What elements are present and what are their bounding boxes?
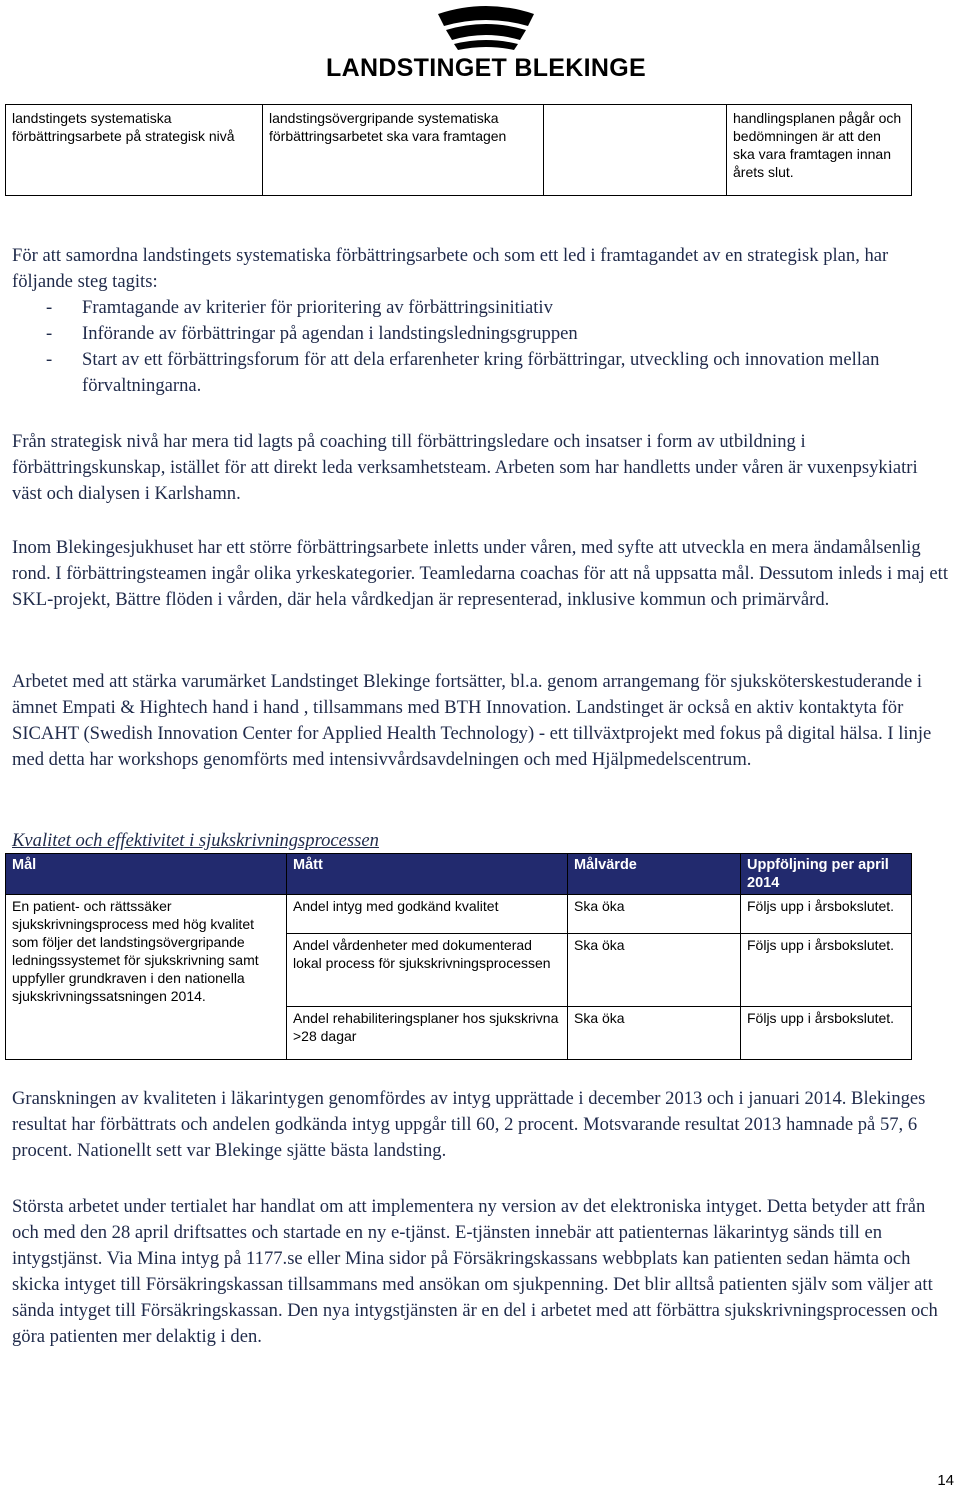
steps-list xyxy=(12,295,952,399)
step-text: Start av ett förbättringsforum för att dela erfarenheter kring förbättringar, utveckling och innovation mellan förvaltningarna. xyxy=(82,349,880,396)
section-title: Kvalitet och effektivitet i sjukskrivningsprocessen xyxy=(12,830,379,851)
header-mal: Mål xyxy=(6,854,287,895)
paragraph-granskning: Granskningen av kvaliteten i läkarintygen genomfördes av intyg upprättade i december 2013 och i januari 2014. Blekinges resultat har förbättrats och andelen godkända intyg uppgår till 60, 2 procent. Motsvarande resultat 2013 hamnade på 57, 6 procent. Nationellt sett var Blekinge sjätte bästa landsting. xyxy=(12,1088,926,1161)
target-cell: Ska öka xyxy=(568,934,741,1007)
measure-cell: Andel intyg med godkänd kvalitet xyxy=(287,895,568,934)
header-uppfoljning: Uppföljning per april 2014 xyxy=(741,854,912,895)
plan-status-table xyxy=(5,104,912,196)
step-text: Införande av förbättringar på agendan i landstingsledningsgruppen xyxy=(82,323,578,344)
measure-cell: Andel vårdenheter med dokumenterad lokal process för sjukskrivningsprocessen xyxy=(287,934,568,1007)
paragraph-e-intyg: Största arbetet under tertialet har handlat om att implementera ny version av det elektroniska intyget. Detta betyder att från och med den 28 april driftsattes och startade en ny e-tjänst. E-tjänsten innebär att patienternas läkarintyg sänds till en intygstjänst. Via Mina intyg på 1177.se eller Mina sidor på Försäkringskassans webbplats kan patienten sedan hämta och skicka intyget till Försäkringskassan tillsammans med ansökan om sjukpenning. Det blir alltså patienten själv som väljer att sända intyget till Försäkringskassan. Den nya intygstjänsten är en del i arbetet med att förbättra sjukskrivningsprocessen och göra patienten mer delaktig i den. xyxy=(12,1196,938,1347)
step-text: Framtagande av kriterier för prioritering av förbättringsinitiativ xyxy=(82,297,553,318)
table-cell-status: handlingsplanen pågår och bedömningen är att den ska vara framtagen innan årets slut. xyxy=(727,105,912,196)
target-cell: Ska öka xyxy=(568,895,741,934)
list-dash: - xyxy=(46,349,53,370)
table-row xyxy=(6,895,912,934)
intro-section xyxy=(12,243,952,399)
intro-text: För att samordna landstingets systematiska förbättringsarbete och som ett led i framtagandet av en strategisk plan, har följande steg tagits: xyxy=(12,245,889,292)
table-cell-goal: landstingsövergripande systematiska förbättringsarbetet ska vara framtagen xyxy=(263,105,544,196)
list-item xyxy=(12,347,952,399)
list-item xyxy=(12,321,952,347)
followup-cell: Följs upp i årsbokslutet. xyxy=(741,895,912,934)
logo xyxy=(318,4,654,80)
list-dash: - xyxy=(46,297,53,318)
table-header-row xyxy=(6,854,912,895)
list-dash: - xyxy=(46,323,53,344)
followup-cell: Följs upp i årsbokslutet. xyxy=(741,1007,912,1060)
paragraph-blekingesjukhuset: Inom Blekingesjukhuset har ett större förbättringsarbete inletts under våren, med syfte att utveckla en mera ändamålsenlig rond. I förbättringsteamen ingår olika yrkeskategorier. Teamledarna coachas för att nå uppsatta mål. Dessutom inleds i maj ett SKL-projekt, Bättre flöden i vården, där hela vårdkedjan är representerad, inklusive kommun och primärvård. xyxy=(12,537,948,610)
target-cell: Ska öka xyxy=(568,1007,741,1060)
table-cell-area: landstingets systematiska förbättringsarbete på strategisk nivå xyxy=(6,105,263,196)
followup-cell: Följs upp i årsbokslutet. xyxy=(741,934,912,1007)
list-item xyxy=(12,295,952,321)
crown-emblem-icon xyxy=(436,4,536,52)
logo-text: LANDSTINGET BLEKINGE xyxy=(326,54,646,82)
goal-cell: En patient- och rättssäker sjukskrivningsprocess med hög kvalitet som följer det landstingsövergripande ledningssystemet för sjukskrivning samt uppfyller grundkraven i den nationella sjukskrivningssatsningen 2014. xyxy=(6,895,287,1060)
kvalitet-table xyxy=(5,853,912,1060)
measure-cell: Andel rehabiliteringsplaner hos sjukskrivna >28 dagar xyxy=(287,1007,568,1060)
table-row xyxy=(6,105,912,196)
paragraph-coaching: Från strategisk nivå har mera tid lagts på coaching till förbättringsledare och insatser i form av utbildning i förbättringskunskap, istället för att direkt leda verksamhetsteam. Arbeten som har handletts under våren är vuxenpsykiatri väst och dialysen i Karlshamn. xyxy=(12,431,918,504)
table-cell-empty xyxy=(544,105,727,196)
paragraph-varumarket: Arbetet med att stärka varumärket Landstinget Blekinge fortsätter, bl.a. genom arrangemang för sjuksköterskestuderande i ämnet Empati & Hightech hand i hand , tillsammans med BTH Innovation. Landstinget är också en aktiv kontaktyta för SICAHT (Swedish Innovation Center for Applied Health Technology) - ett tillväxtprojekt med fokus på digital hälsa. I linje med detta har workshops genomförts med intensivvårdsavdelningen och med Hjälpmedelscentrum. xyxy=(12,671,932,770)
header-matt: Mått xyxy=(287,854,568,895)
header-malvarde: Målvärde xyxy=(568,854,741,895)
page-number: 14 xyxy=(937,1472,954,1489)
